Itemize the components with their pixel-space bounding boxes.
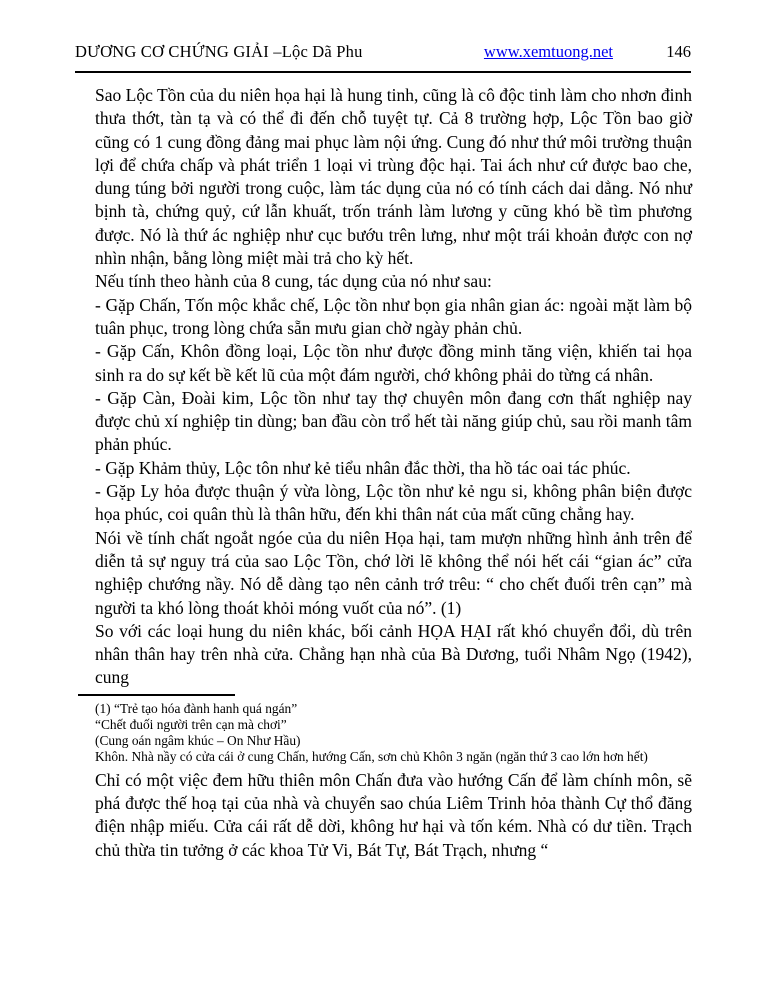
paragraph-example: So với các loại hung du niên khác, bối cảnh HỌA HẠI rất khó chuyển đổi, dù trên nhân thân hay trên nhà cửa. Chẳng hạn nhà của Bà Dương, tuổi Nhâm Ngọ (1942), cung <box>95 620 692 688</box>
footnote-line: (1) “Trẻ tạo hóa đành hanh quá ngán” <box>95 700 298 716</box>
footnote-line: (Cung oán ngâm khúc – On Như Hầu) <box>95 732 301 748</box>
footnote-line: “Chết đuối người trên cạn mà chơi” <box>95 716 287 732</box>
paragraph-gap-chan: - Gặp Chấn, Tốn mộc khắc chế, Lộc tồn như bọn gia nhân gian ác: ngoài mặt làm bộ tuân phục, trong lòng chứa sẵn mưu gian chờ ngày phản chủ. <box>95 294 692 338</box>
paragraph-gap-can-doai: - Gặp Càn, Đoài kim, Lộc tồn như tay thợ chuyên môn đang cơn thất nghiệp nay được chủ xí nghiệp tin dùng; ban đầu còn trổ hết tài năng giúp chủ, sau rồi manh tâm phản phúc. <box>95 387 692 455</box>
paragraph-gap-can-khon: - Gặp Cấn, Khôn đồng loại, Lộc tồn như được đồng minh tăng viện, khiến tai họa sinh ra do sự kết bề kết lũ của một đám người, chớ không phải do từng cá nhân. <box>95 341 692 385</box>
paragraph-gap-kham: - Gặp Khảm thủy, Lộc tôn như kẻ tiểu nhân đắc thời, tha hồ tác oai tác phúc. <box>95 457 631 478</box>
page-number: 146 <box>666 42 691 61</box>
footnotes-block <box>95 701 692 765</box>
paragraph-intro: Sao Lộc Tồn của du niên họa hại là hung tinh, cũng là cô độc tinh làm cho nhơn đinh thưa thớt, tàn tạ và có thể đi đến chỗ tuyệt tự. Cả 8 trường hợp, Lộc Tồn bao giờ cũng có 1 cung đồng đảng mai phục làm nội ứng. Cung đó như thứ môi trường thuận lợi để chứa chấp và phát triển 1 loại vi trùng độc hại. Tai ách như cứ được bao che, dung túng bởi người trong cuộc, làm tác dụng của nó có tính cách dai dẳng. Nó như bịnh tà, chứng quỷ, cứ lẫn khuất, trốn tránh làm lương y cũng khó bề tìm phương được. Nó là thứ ác nghiệp như cục bướu trên lưng, như một trái khoản được con nợ nhìn nhận, bằng lòng miệt mài trả cho kỳ hết. <box>95 85 692 269</box>
paragraph-gap-ly: - Gặp Ly hỏa được thuận ý vừa lòng, Lộc tồn như kẻ ngu si, không phân biện được họa phúc, coi quân thù là thân hữu, đến khi thân nát của mất cũng chẳng hay. <box>95 481 692 525</box>
book-title: DƯƠNG CƠ CHỨNG GIẢI –Lộc Dã Phu <box>75 42 363 61</box>
website-link[interactable]: www.xemtuong.net <box>483 42 613 61</box>
paragraph-continuation: Chỉ có một việc đem hữu thiên môn Chấn đưa vào hướng Cấn để làm chính môn, sẽ phá được thế hoạ tại của nhà và chuyển sao chúa Liêm Trinh hỏa thành Cự thổ đăng điện nhập miếu. Cửa cái rất dễ dời, không hư hại và tốn kém. Nhà có dư tiền. Trạch chủ thừa tin tưởng ở các khoa Tử Vi, Bát Tự, Bát Trạch, nhưng “ <box>95 769 692 860</box>
footnote-divider <box>78 694 235 696</box>
header-divider <box>75 71 691 73</box>
paragraph-lead-in: Nếu tính theo hành của 8 cung, tác dụng của nó như sau: <box>95 271 492 292</box>
footnote-line: Khôn. Nhà nầy có cửa cái ở cung Chấn, hướng Cấn, sơn chủ Khôn 3 ngăn (ngăn thứ 3 cao lớn hơn hết) <box>95 748 648 764</box>
paragraph-summary: Nói về tính chất ngoắt ngóe của du niên Họa hại, tam mượn những hình ảnh trên để diễn tả sự nguy trá của sao Lộc Tồn, chớ lời lẽ không thể nói hết cái “gian ác” cửa nghiệp chướng nầy. Nó dễ dàng tạo nên cảnh trớ trêu: “ cho chết đuối trên cạn” mà người ta khó lòng thoát khỏi móng vuốt của nó”. (1) <box>95 527 692 618</box>
page-body <box>95 84 692 862</box>
page-header <box>75 42 691 62</box>
